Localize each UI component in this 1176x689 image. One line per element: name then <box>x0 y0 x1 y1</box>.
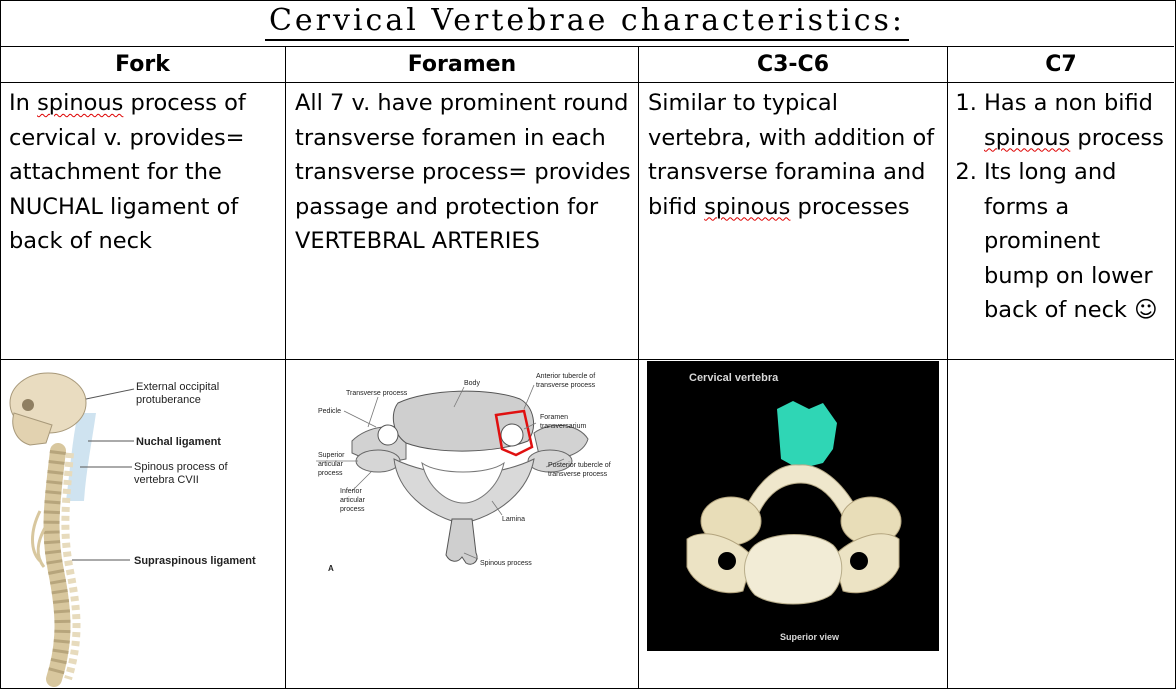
column-divider <box>638 47 639 688</box>
fork-description <box>9 86 281 259</box>
c7-item1-b: spinous <box>984 124 1071 151</box>
left-articular-process <box>356 450 400 472</box>
body-photo <box>745 535 842 605</box>
header-c3-c6: C3-C6 <box>756 52 830 77</box>
label-eop-2: protuberance <box>136 394 201 406</box>
label-spinous-process: Spinous process <box>480 560 532 567</box>
fork-text-2: spinous <box>37 90 124 116</box>
foramen-description <box>295 86 635 259</box>
foramen-text: All 7 v. have prominent round transverse foramen in each transverse process= provides passage and protection for VERTEBRAL ARTERIES <box>295 90 631 254</box>
label-eop-1: External occipital <box>136 381 220 393</box>
label-spinous-1: Spinous process of <box>134 461 228 473</box>
vertebra-photo <box>647 361 939 651</box>
c3-c6-description <box>648 86 944 224</box>
label-lamina: Lamina <box>502 516 525 523</box>
leader-line <box>86 389 134 399</box>
label-anterior-tubercle-1: Anterior tubercle of <box>536 373 596 380</box>
left-foramen <box>378 425 398 445</box>
label-foramen-1: Foramen <box>540 414 569 421</box>
label-anterior-tubercle-2: transverse process <box>536 382 596 389</box>
label-posterior-tubercle-2: transverse process <box>548 471 608 478</box>
orbit-shape <box>22 399 34 411</box>
column-divider <box>947 47 948 688</box>
header-divider <box>0 82 1174 83</box>
header-c7: C7 <box>1045 52 1077 77</box>
label-inferior-1: Inferior <box>340 488 362 495</box>
column-divider <box>285 47 286 688</box>
label-superior-2: articular <box>318 461 343 468</box>
spine-illustration <box>0 361 284 687</box>
label-posterior-tubercle-1: Posterior tubercle of <box>548 462 611 469</box>
row-divider <box>0 359 1174 360</box>
c3c6-text-1: Similar to typical vertebra, with addition of transverse foramina and bifid <box>648 90 935 220</box>
c7-list <box>956 86 1170 328</box>
label-transverse-process: Transverse process <box>346 390 408 397</box>
photo-caption-bottom: Superior view <box>780 632 840 642</box>
label-nuchal: Nuchal ligament <box>136 436 221 448</box>
label-inferior-2: articular <box>340 497 365 504</box>
label-superior-3: process <box>318 470 343 477</box>
fork-text-3: process of cervical v. provides= attachment for the NUCHAL ligament of back of neck <box>9 90 246 254</box>
c7-item1-a: Has a non bifid <box>984 90 1153 116</box>
label-figure-letter: A <box>328 564 334 573</box>
label-pedicle: Pedicle <box>318 408 341 415</box>
page-title: Cervical Vertebrae characteristics: <box>265 3 909 41</box>
label-supraspinous: Supraspinous ligament <box>134 555 256 567</box>
label-spinous-2: vertebra CVII <box>134 474 199 486</box>
c7-item-2: 2. Its long and forms a prominent bump on lower back of neck ☺ <box>984 155 1170 328</box>
fork-text-1: In <box>9 90 38 116</box>
c7-description <box>956 86 1170 328</box>
label-body: Body <box>464 380 480 387</box>
label-superior-1: Superior <box>318 452 345 459</box>
c3c6-text-3: processes <box>790 193 910 220</box>
vertebra-diagram <box>288 363 636 585</box>
c3c6-text-2: spinous <box>704 193 791 220</box>
header-fork: Fork <box>115 52 170 77</box>
spinous-process-shape <box>446 519 477 564</box>
header-foramen: Foramen <box>407 52 517 77</box>
left-foramen-photo <box>718 552 736 570</box>
title-row <box>0 0 1174 47</box>
label-inferior-3: process <box>340 506 365 513</box>
photo-caption-top: Cervical vertebra <box>689 372 779 384</box>
label-foramen-2: transversarium <box>540 423 587 430</box>
c7-item1-c: process <box>1070 124 1164 151</box>
right-foramen <box>501 424 523 446</box>
c7-item-1 <box>984 86 1170 155</box>
right-foramen-photo <box>850 552 868 570</box>
